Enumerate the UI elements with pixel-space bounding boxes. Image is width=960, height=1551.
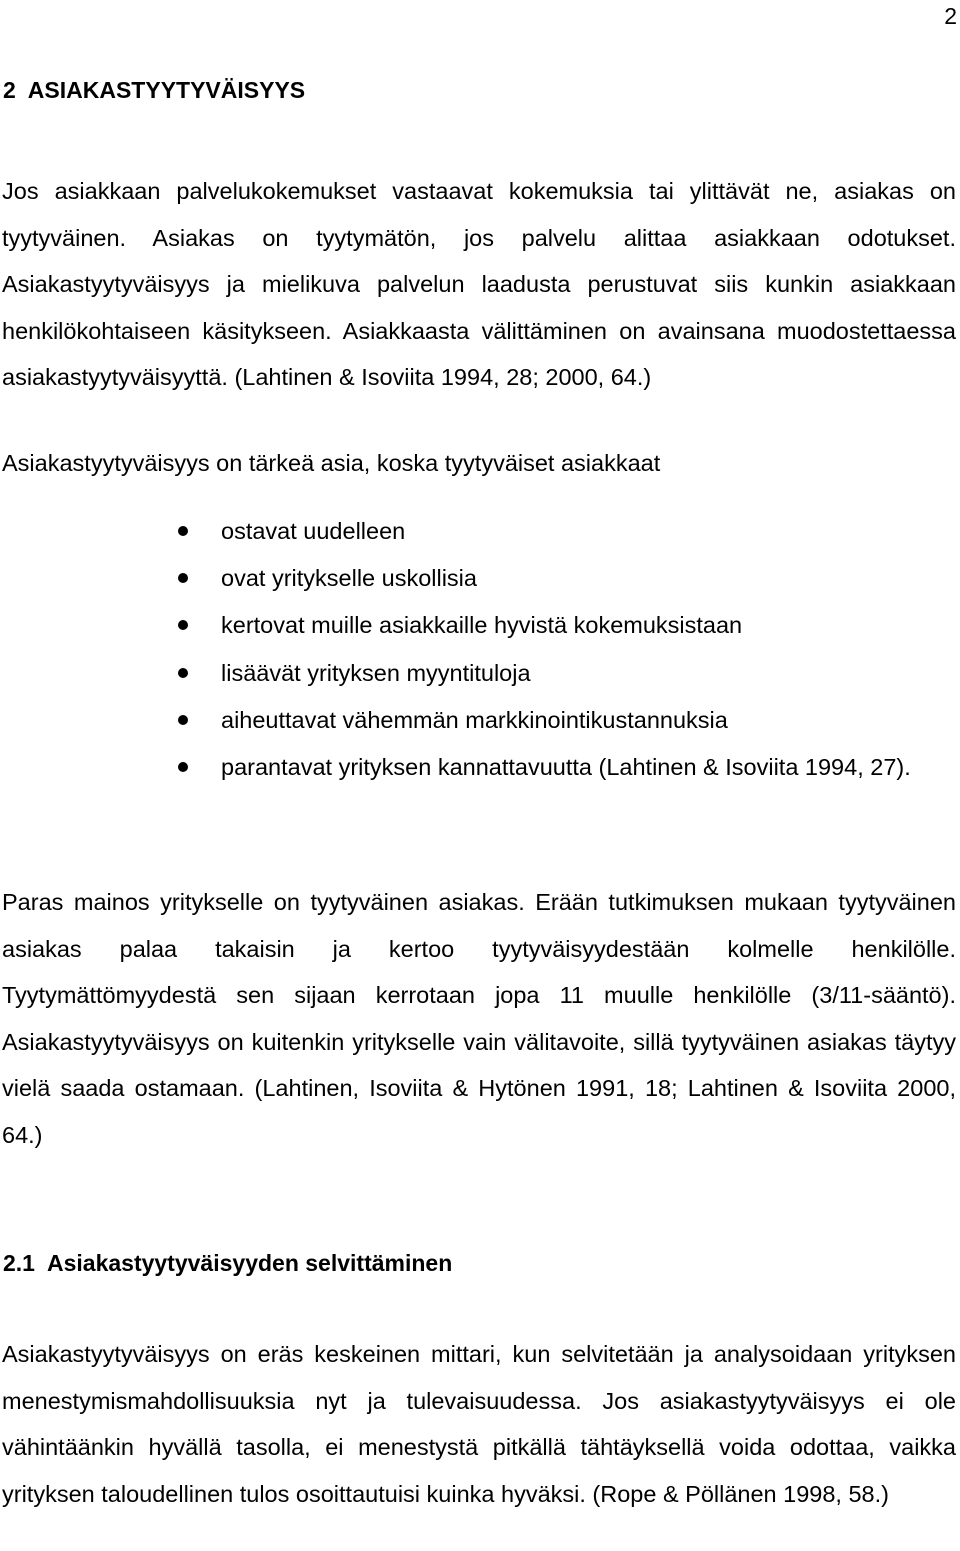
list-item: kertovat muille asiakkaille hyvistä kokemuksistaan bbox=[0, 602, 958, 649]
paragraph-list-lead: Asiakastyytyväisyys on tärkeä asia, koska tyytyväiset asiakkaat bbox=[2, 450, 661, 476]
subsection-title: Asiakastyytyväisyyden selvittäminen bbox=[46, 1250, 453, 1276]
subsection-number: 2.1 bbox=[3, 1250, 35, 1276]
paragraph-intro: Jos asiakkaan palvelukokemukset vastaavat kokemuksia tai ylittävät ne, asiakas on tyytyväinen. Asiakas on tyytymätön, jos palvelu alittaa asiakkaan odotukset. Asiakastyytyväisyys ja mielikuva palvelun laadusta perustuvat siis kunkin asiakkaan henkilökohtaiseen käsitykseen. Asiakkaasta välittäminen on avainsana muodostettaessa asiakastyytyväisyyttä. (Lahtinen & Isoviita 1994, 28; 2000, 64.) bbox=[2, 178, 956, 391]
paragraph-measurement: Asiakastyytyväisyys on eräs keskeinen mittari, kun selvitetään ja analysoidaan yrityksen menestymismahdollisuuksia nyt ja tulevaisuudessa. Jos asiakastyytyväisyys ei ole vähintäänkin hyvällä tasolla, ei menestystä pitkällä tähtäyksellä voida odottaa, vaikka yrityksen taloudellinen tulos osoittautuisi kuinka hyväksi. (Rope & Pöllänen 1998, 58.) bbox=[2, 1341, 956, 1507]
page-number: 2 bbox=[944, 3, 957, 29]
list-item: aiheuttavat vähemmän markkinointikustannuksia bbox=[0, 697, 958, 744]
bullet-icon bbox=[178, 573, 188, 583]
list-item: ovat yritykselle uskollisia bbox=[0, 555, 958, 602]
list-item: ostavat uudelleen bbox=[0, 508, 958, 555]
list-item: lisäävät yrityksen myyntituloja bbox=[0, 650, 958, 697]
bullet-list bbox=[0, 508, 958, 791]
bullet-icon bbox=[178, 526, 188, 536]
bullet-icon bbox=[178, 620, 188, 630]
bullet-icon bbox=[178, 715, 188, 725]
bullet-icon bbox=[178, 762, 188, 772]
bullet-icon bbox=[178, 668, 188, 678]
section-title: ASIAKASTYYTYVÄISYYS bbox=[27, 77, 306, 103]
subsection-heading bbox=[3, 1249, 452, 1277]
section-number: 2 bbox=[3, 77, 16, 103]
paragraph-advertising: Paras mainos yritykselle on tyytyväinen asiakas. Erään tutkimuksen mukaan tyytyväinen asiakas palaa takaisin ja kertoo tyytyväisyydestään kolmelle henkilölle. Tyytymättömyydestä sen sijaan kerrotaan jopa 11 muulle henkilölle (3/11-sääntö). Asiakastyytyväisyys on kuitenkin yritykselle vain välitavoite, sillä tyytyväinen asiakas täytyy vielä saada ostamaan. (Lahtinen, Isoviita & Hytönen 1991, 18; Lahtinen & Isoviita 2000, 64.) bbox=[2, 889, 956, 1148]
list-item: parantavat yrityksen kannattavuutta (Lahtinen & Isoviita 1994, 27). bbox=[0, 744, 958, 791]
section-heading bbox=[3, 76, 305, 104]
